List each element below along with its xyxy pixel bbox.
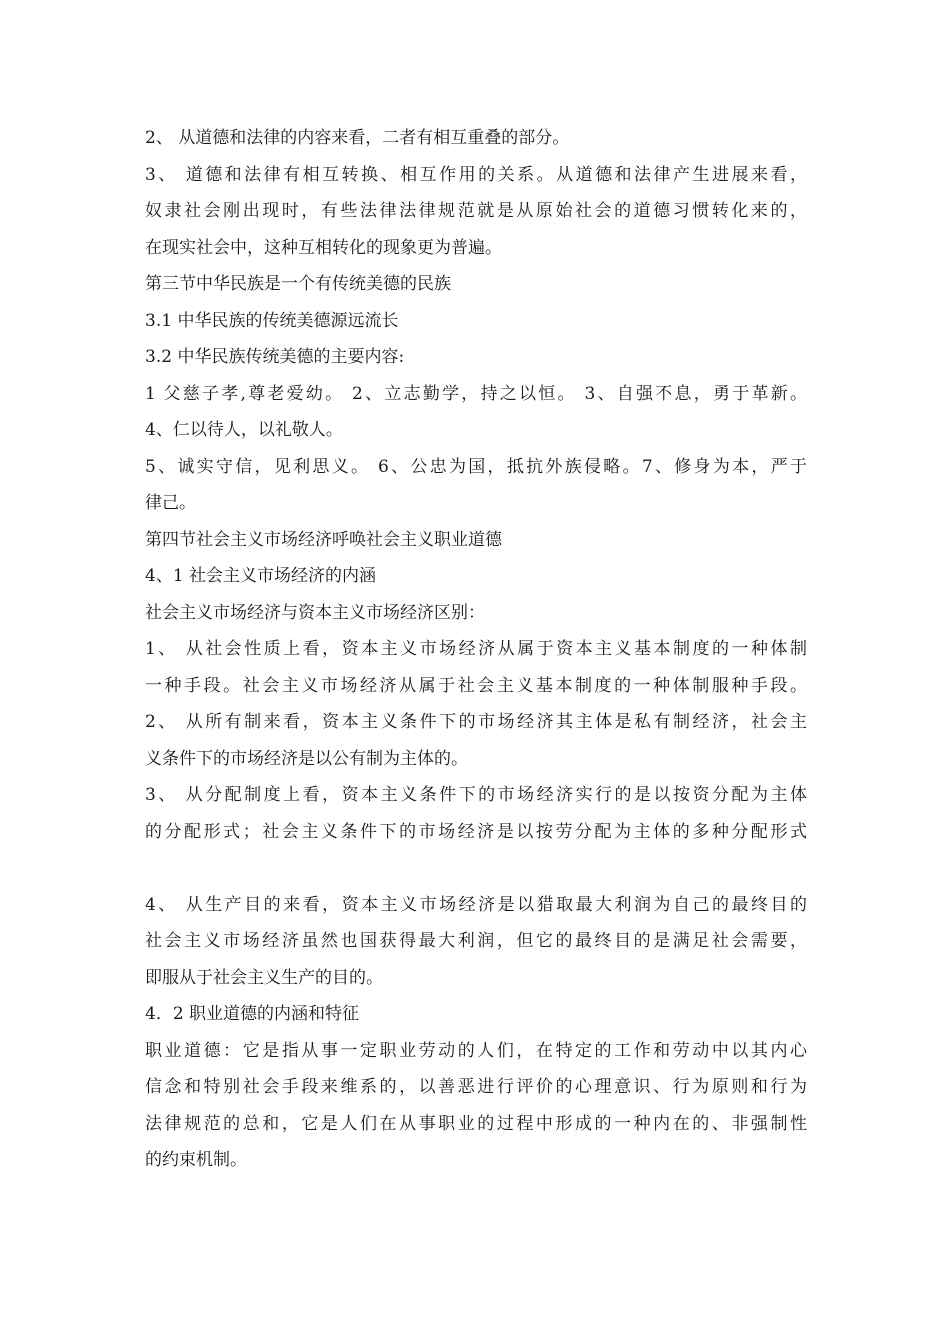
text-line: 义条件下的市场经济是以公有制为主体的。 <box>145 748 468 769</box>
subsection-heading: 3.2 中华民族传统美德的主要内容: <box>145 347 405 367</box>
text-line: 2、 从道德和法律的内容来看，二者有相互重叠的部分。 <box>145 128 570 148</box>
text-line: 职业道德：它是指从事一定职业劳动的人们，在特定的工作和劳动中以其内心 <box>145 1040 807 1061</box>
text-line: 4、仁以待人，以礼敬人。 <box>145 420 343 440</box>
text-line: 1、 从社会性质上看，资本主义市场经济从属于资本主义基本制度的一种体制 <box>145 639 807 659</box>
section-heading: 第四节社会主义市场经济呼唤社会主义职业道德 <box>145 529 502 550</box>
text-line: 奴隶社会刚出现时，有些法律法律规范就是从原始社会的道德习惯转化来的， <box>145 201 807 221</box>
text-line: 即服从于社会主义生产的目的。 <box>145 967 383 988</box>
text-line: 律己。 <box>145 493 196 513</box>
text-line: 5、诚实守信，见利思义。 6、公忠为国，抵抗外族侵略。7、修身为本，严于 <box>145 456 807 477</box>
text-line: 信念和特别社会手段来维系的，以善恶进行评价的心理意识、行为原则和行为 <box>145 1077 807 1097</box>
text-line: 社会主义市场经济虽然也国获得最大利润，但它的最终目的是满足社会需要， <box>145 931 807 951</box>
text-line: 法律规范的总和，它是人们在从事职业的过程中形成的一种内在的、非强制性 <box>145 1113 807 1134</box>
text-line: 社会主义市场经济与资本主义市场经济区别： <box>145 602 485 623</box>
text-line: 3、 道德和法律有相互转换、相互作用的关系。从道德和法律产生进展来看， <box>145 164 807 185</box>
text-line: 4、 从生产目的来看，资本主义市场经济是以猎取最大利润为自己的最终目的 <box>145 894 807 915</box>
subsection-heading: 3.1 中华民族的传统美德源远流长 <box>145 310 399 331</box>
text-line: 在现实社会中，这种互相转化的现象更为普遍。 <box>145 237 502 258</box>
subsection-heading: 4．2 职业道德的内涵和特征 <box>145 1004 360 1024</box>
blank-line <box>145 850 807 887</box>
text-line: 2、 从所有制来看，资本主义条件下的市场经济其主体是私有制经济，社会主 <box>145 712 807 732</box>
text-line: 1 父慈子孝,尊老爱幼。 2、立志勤学，持之以恒。 3、自强不息，勇于革新。 <box>145 383 807 404</box>
text-line: 3、 从分配制度上看，资本主义条件下的市场经济实行的是以按资分配为主体 <box>145 785 807 805</box>
subsection-heading: 4、1 社会主义市场经济的内涵 <box>145 566 377 586</box>
text-line: 的分配形式；社会主义条件下的市场经济是以按劳分配为主体的多种分配形式 <box>145 821 807 842</box>
section-heading: 第三节中华民族是一个有传统美德的民族 <box>145 274 451 294</box>
document-body <box>145 120 807 1179</box>
text-line: 的约束机制。 <box>145 1150 247 1170</box>
text-line: 一种手段。社会主义市场经济从属于社会主义基本制度的一种体制服种手段。 <box>145 675 807 696</box>
